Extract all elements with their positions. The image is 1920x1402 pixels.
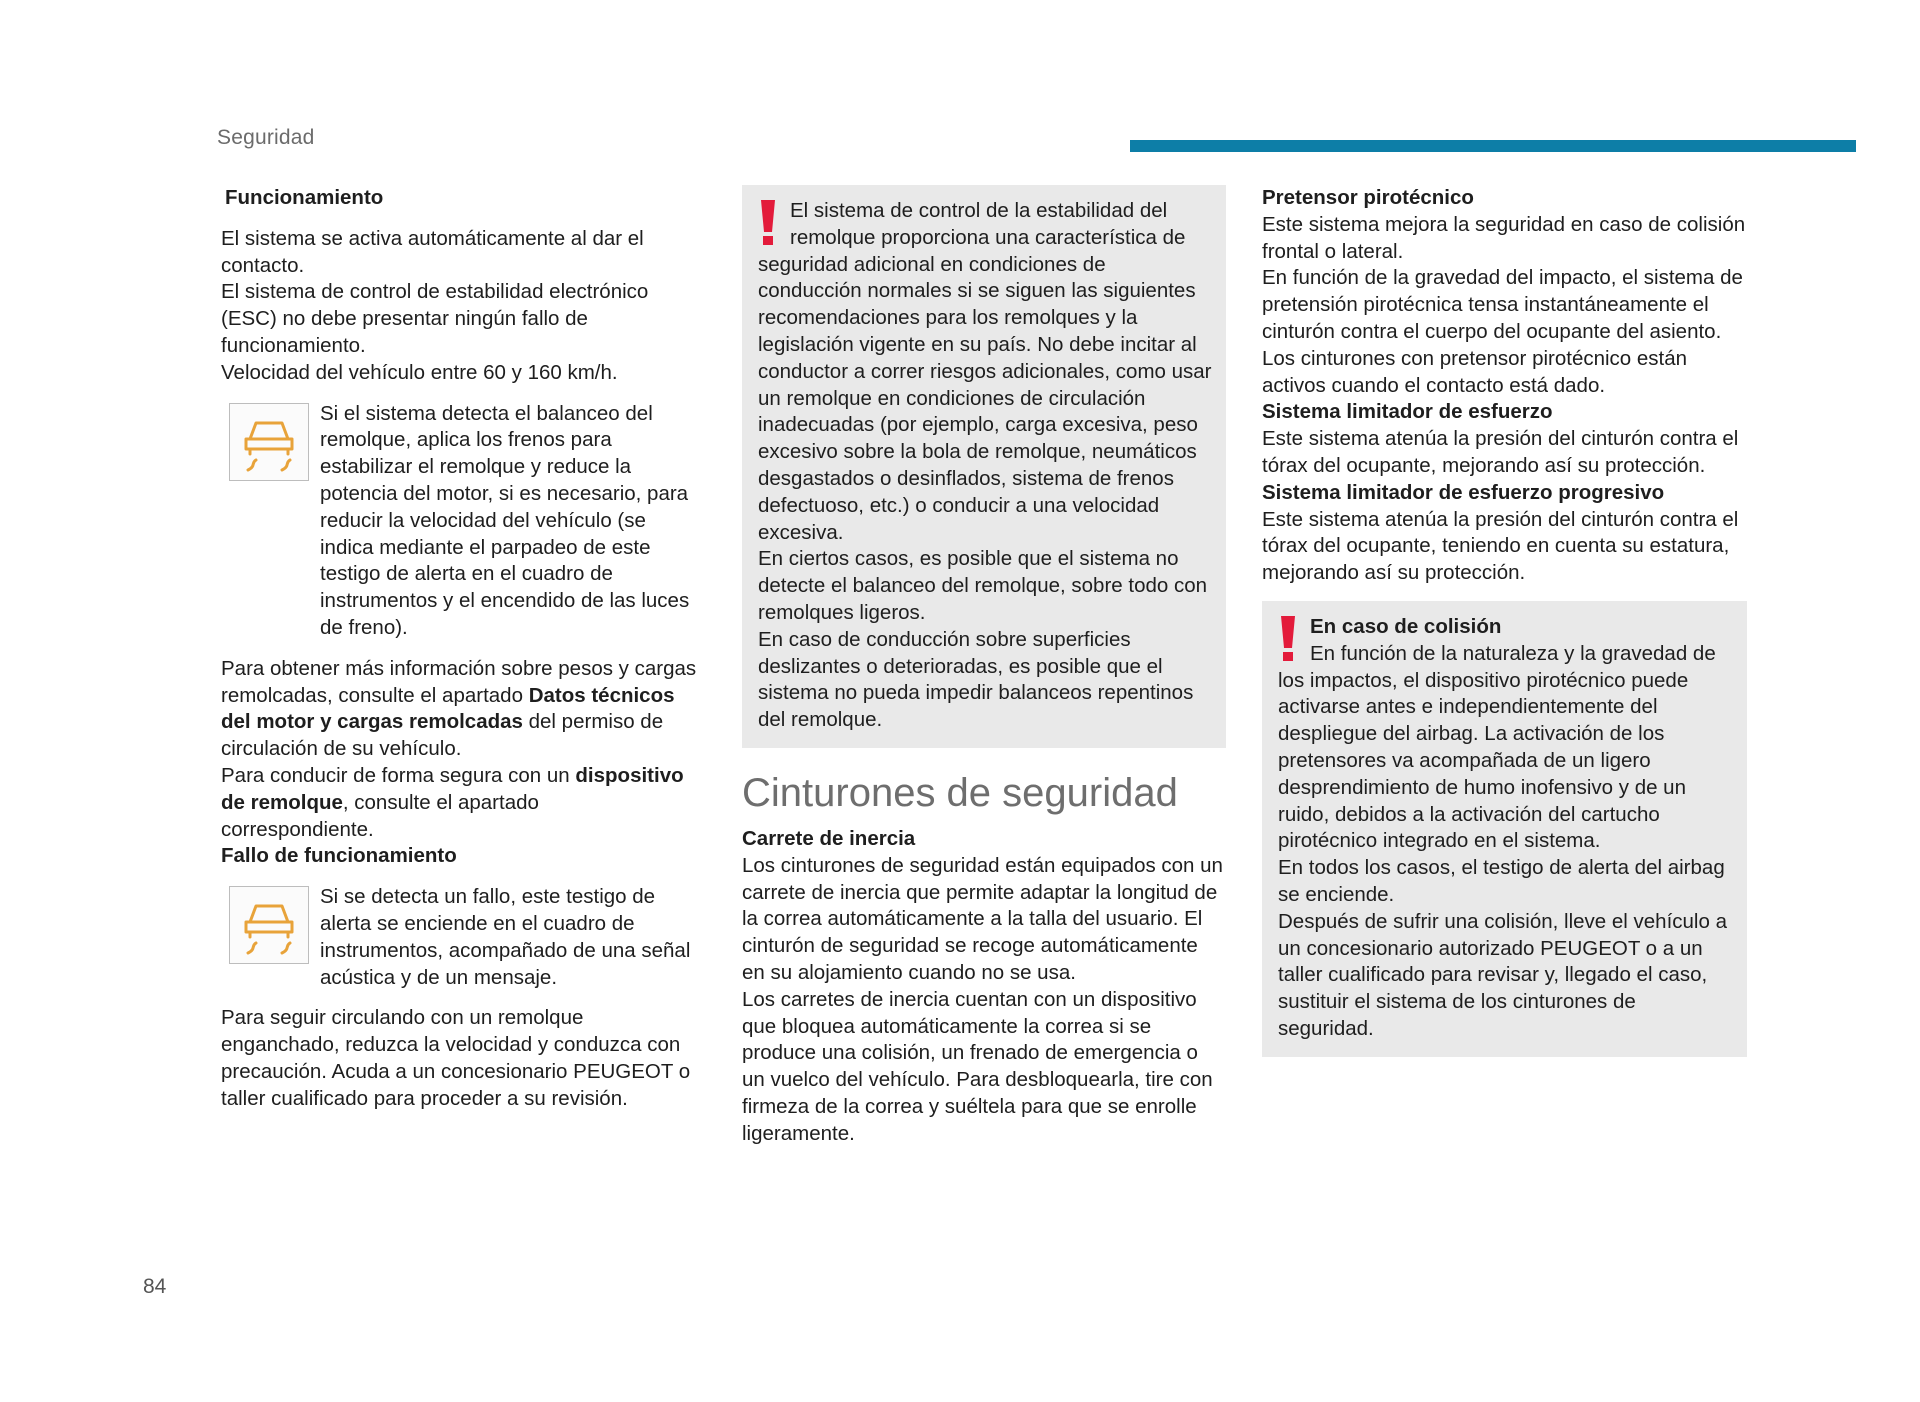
section-title: Cinturones de seguridad	[742, 770, 1178, 815]
paragraph: Para seguir circulando con un remolque enganchado, reduzca la velocidad y conduzca con precaución. Acuda a un concesionario PEUGEOT o taller cualificado para proceder a su revisión.	[221, 1006, 691, 1110]
warning-text: En ciertos casos, es posible que el sistema no detecte el balanceo del remolque, sobre todo con remolques ligeros.	[758, 547, 1208, 624]
section-label: Seguridad	[217, 126, 315, 149]
paragraph: Este sistema mejora la seguridad en caso de colisión frontal o lateral.	[1262, 212, 1746, 263]
paragraph: Los cinturones de seguridad están equipados con un carrete de inercia que permite adaptar la longitud de la correa automáticamente a la talla del usuario. El cinturón de seguridad se recoge automáticamente en su alojamiento cuando no se usa.	[742, 853, 1223, 984]
heading-carrete: Carrete de inercia	[742, 826, 916, 850]
paragraph-towbar: Para conducir de forma segura con un dispositivo de remolque, consulte el apartado correspondiente.	[221, 763, 684, 841]
trailer-sway-warning-icon	[229, 403, 309, 481]
heading-fallo: Fallo de funcionamiento	[221, 844, 457, 868]
column-left	[221, 185, 697, 1113]
page-number: 84	[143, 1275, 167, 1298]
heading-funcionamiento: Funcionamiento	[225, 186, 384, 209]
column-middle	[742, 185, 1226, 1148]
warning-box-trailer	[742, 185, 1226, 748]
paragraph: Los cinturones con pretensor pirotécnico están activos cuando el contacto está dado.	[1262, 346, 1688, 397]
paragraph: En función de la gravedad del impacto, el sistema de pretensión pirotécnica tensa instantáneamente el cinturón contra el cuerpo del ocupante del asiento.	[1262, 266, 1743, 343]
warning-text: En función de la naturaleza y la gravedad de los impactos, el dispositivo pirotécnico puede activarse antes e independientemente del despliegue del airbag. La activación de los pretensores va acompañada de un ligero desprendimiento de humo inofensivo y de un ruido, debidos a la activación del cartucho pirotécnico integrado en el sistema.	[1278, 641, 1716, 853]
paragraph: El sistema se activa automáticamente al dar el contacto.	[221, 226, 644, 277]
header-accent-bar	[1130, 140, 1856, 152]
trailer-sway-warning-icon	[229, 886, 309, 964]
icon-note-text: Si el sistema detecta el balanceo del remolque, aplica los frenos para estabilizar el remolque y reduce la potencia del motor, si es necesario, para reducir la velocidad del vehículo (se indica mediante el parpadeo de este testigo de alerta en el cuadro de instrumentos y el encendido de las luces de freno).	[320, 401, 690, 639]
heading-limitador: Sistema limitador de esfuerzo	[1262, 400, 1553, 424]
warning-text: Después de sufrir una colisión, lleve el vehículo a un concesionario autorizado PEUGEOT o a un taller cualificado para revisar y, llegado el caso, sustituir el sistema de los cinturones de seguridad.	[1278, 909, 1727, 1040]
warning-text: El sistema de control de la estabilidad del remolque proporciona una característica de seguridad adicional en condiciones de conducción normales si se siguen las siguientes recomendaciones para los remolques y la legislación vigente en su país. No debe incitar al conductor a correr riesgos adicionales, como usar un remolque en condiciones de circulación inadecuadas (por ejemplo, carga excesiva, peso excesivo sobre la bola de remolque, neumáticos desgastados o desinflados, sistema de frenos defectuoso, etc.) o conducir a una velocidad excesiva.	[758, 199, 1212, 544]
paragraph: Este sistema atenúa la presión del cinturón contra el tórax del ocupante, mejorando así su protección.	[1262, 427, 1739, 477]
warning-text: En todos los casos, el testigo de alerta del airbag se enciende.	[1278, 856, 1725, 906]
paragraph: Velocidad del vehículo entre 60 y 160 km/h.	[221, 360, 618, 384]
icon-note-text: Si se detecta un fallo, este testigo de alerta se enciende en el cuadro de instrumentos, acompañado de una señal acústica y de un mensaje.	[320, 885, 691, 989]
warning-title: En caso de colisión	[1310, 614, 1502, 638]
paragraph-weights: Para obtener más información sobre pesos y cargas remolcadas, consulte el apartado Datos técnicos del motor y cargas remolcadas del permiso de circulación de su vehículo.	[221, 656, 697, 761]
warning-text: En caso de conducción sobre superficies deslizantes o deterioradas, es posible que el sistema no pueda impedir balanceos repentinos del remolque.	[758, 627, 1194, 732]
paragraph: Este sistema atenúa la presión del cinturón contra el tórax del ocupante, teniendo en cuenta su estatura, mejorando así su protección.	[1262, 507, 1739, 585]
paragraph: El sistema de control de estabilidad electrónico (ESC) no debe presentar ningún fallo de funcionamiento.	[221, 280, 649, 357]
warning-box-collision	[1262, 601, 1747, 1057]
paragraph: Los carretes de inercia cuentan con un dispositivo que bloquea automáticamente la correa si se produce una colisión, un frenado de emergencia o un vuelco del vehículo. Para desbloquearla, tire con firmeza de la correa y suéltela para que se enrolle ligeramente.	[742, 987, 1213, 1145]
heading-pretensor: Pretensor pirotécnico	[1262, 186, 1474, 209]
exclamation-warning-icon	[758, 200, 778, 246]
column-right	[1262, 185, 1747, 1057]
exclamation-warning-icon	[1278, 616, 1298, 662]
icon-note	[229, 884, 697, 991]
icon-note	[229, 401, 697, 642]
heading-limitador-progresivo: Sistema limitador de esfuerzo progresivo	[1262, 480, 1665, 504]
